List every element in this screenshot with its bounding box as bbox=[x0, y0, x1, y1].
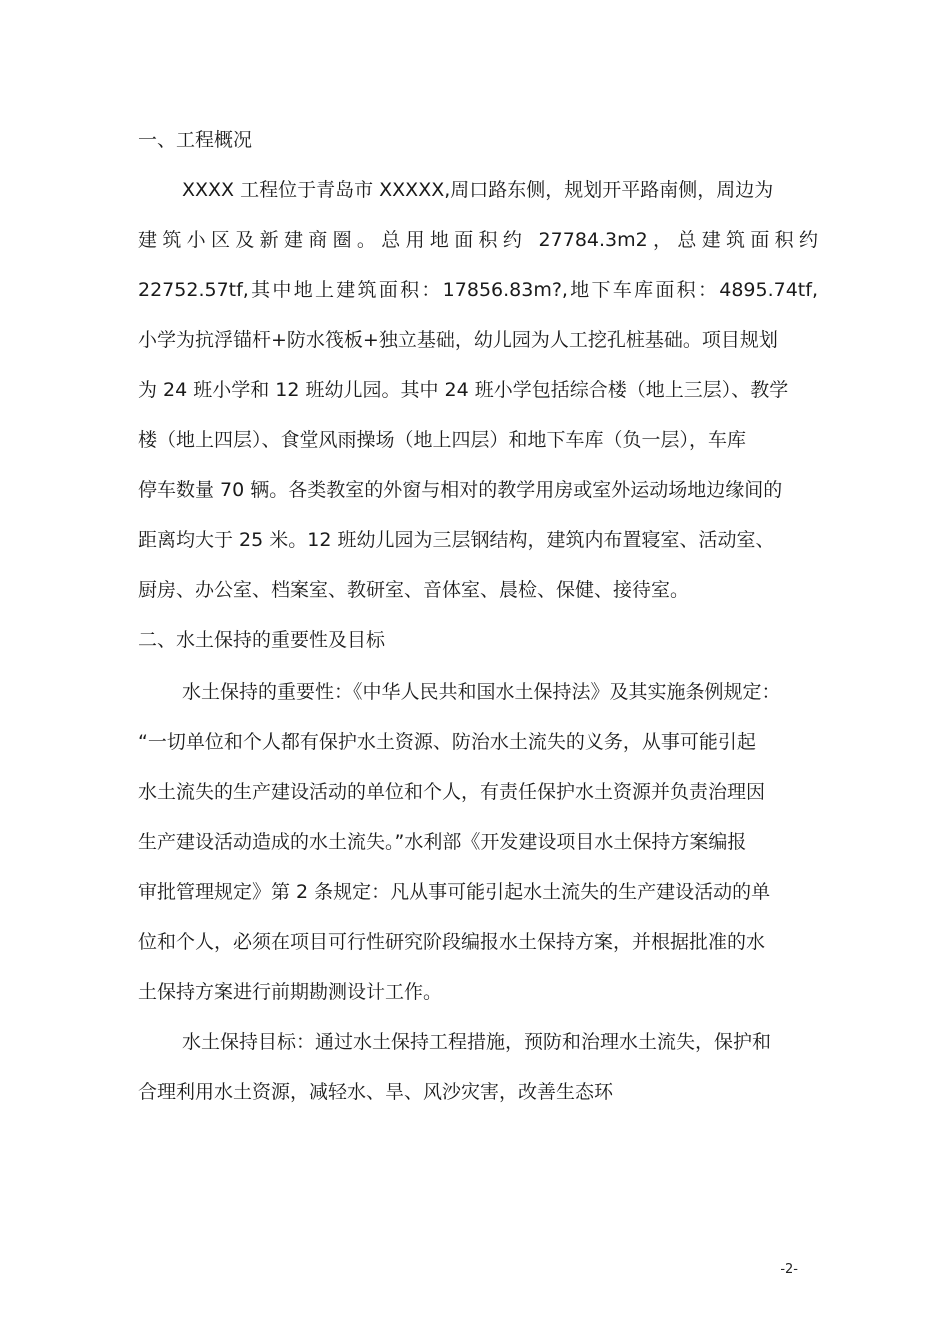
paragraph-line: 水土流失的生产建设活动的单位和个人，有责任保护水土资源并负责治理因 bbox=[138, 781, 766, 803]
paragraph-line: 小学为抗浮锚杆+防水筏板+独立基础，幼儿园为人工挖孔桩基础。项目规划 bbox=[138, 329, 778, 351]
paragraph-line: 审批管理规定》第 2 条规定：凡从事可能引起水土流失的生产建设活动的单 bbox=[138, 881, 771, 903]
page-number: -2- bbox=[780, 1262, 798, 1277]
section-heading-importance: 二、水土保持的重要性及目标 bbox=[138, 629, 386, 651]
paragraph-line: 停车数量 70 辆。各类教室的外窗与相对的教学用房或室外运动场地边缘间的 bbox=[138, 479, 783, 501]
paragraph-line: 土保持方案进行前期勘测设计工作。 bbox=[138, 981, 443, 1003]
section-heading-overview: 一、工程概况 bbox=[138, 129, 253, 151]
paragraph-line: “一切单位和个人都有保护水土资源、防治水土流失的义务，从事可能引起 bbox=[138, 731, 756, 753]
paragraph-line: 楼（地上四层）、食堂风雨操场（地上四层）和地下车库（负一层），车库 bbox=[138, 429, 747, 451]
paragraph-line: 22752.57tf,其中地上建筑面积：17856.83m?,地下车库面积：4895.74tf, bbox=[138, 279, 818, 301]
paragraph-line: 合理利用水土资源，减轻水、旱、风沙灾害，改善生态环 bbox=[138, 1081, 614, 1103]
paragraph-line: 为 24 班小学和 12 班幼儿园。其中 24 班小学包括综合楼（地上三层）、教学 bbox=[138, 379, 789, 401]
paragraph-line: 生产建设活动造成的水土流失。”水利部《开发建设项目水土保持方案编报 bbox=[138, 831, 747, 853]
paragraph-line: 厨房、办公室、档案室、教研室、音体室、晨检、保健、接待室。 bbox=[138, 579, 690, 601]
paragraph-line: 建筑小区及新建商圈。总用地面积约 27784.3m2，总建筑面积约 bbox=[138, 229, 818, 251]
paragraph-line: 水土保持的重要性：《中华人民共和国水土保持法》及其实施条例规定： bbox=[182, 681, 781, 703]
paragraph-line: 水土保持目标：通过水土保持工程措施，预防和治理水土流失，保护和 bbox=[182, 1031, 772, 1053]
paragraph-line: 位和个人，必须在项目可行性研究阶段编报水土保持方案，并根据批准的水 bbox=[138, 931, 766, 953]
paragraph-line: XXXX 工程位于青岛市 XXXXX,周口路东侧，规划开平路南侧，周边为 bbox=[182, 179, 774, 201]
paragraph-line: 距离均大于 25 米。12 班幼儿园为三层钢结构，建筑内布置寝室、活动室、 bbox=[138, 529, 775, 551]
